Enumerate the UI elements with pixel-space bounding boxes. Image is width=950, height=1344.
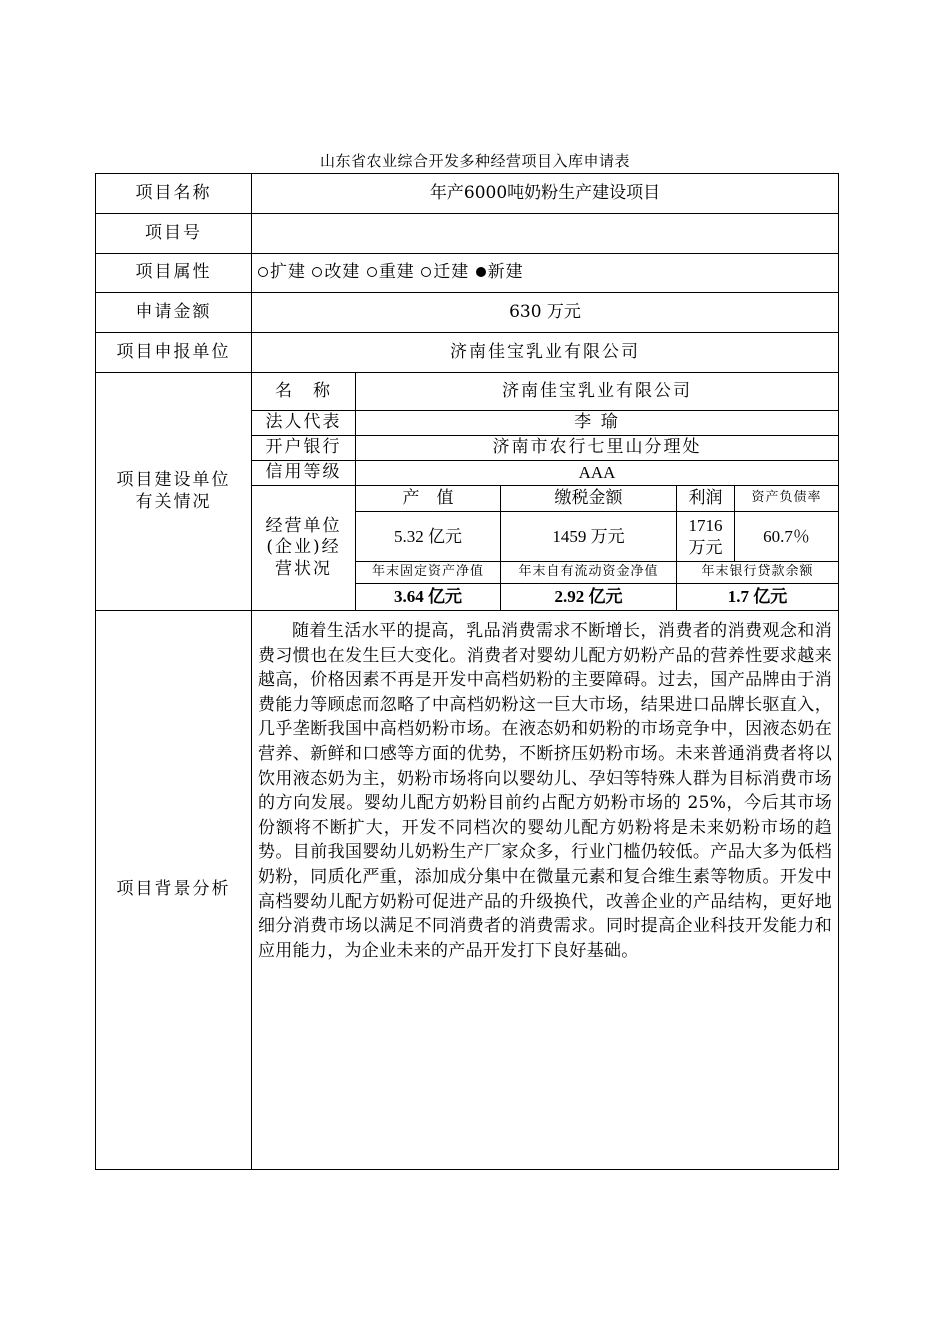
bank-label: 开户银行 <box>252 436 356 461</box>
project-name-value: 年产6000吨奶粉生产建设项目 <box>252 174 839 214</box>
attr-option-relocate[interactable]: 迁建 <box>421 262 469 282</box>
page-title: 山东省农业综合开发多种经营项目入库申请表 <box>319 152 630 170</box>
applicant-value: 济南佳宝乳业有限公司 <box>252 333 839 373</box>
header-tax: 缴税金额 <box>501 486 677 512</box>
attr-option-rebuild[interactable]: 改建 <box>312 262 360 282</box>
project-attr-label: 项目属性 <box>96 254 252 293</box>
legal-label: 法人代表 <box>252 411 356 436</box>
value-bank-loans: 1.7 亿元 <box>677 584 839 611</box>
header-profit: 利润 <box>677 486 735 512</box>
value-fixed-assets: 3.64 亿元 <box>356 584 501 611</box>
value-profit: 1716 万元 <box>677 512 735 562</box>
unit-section-label: 项目建设单位 有关情况 <box>96 373 252 611</box>
row-background <box>96 611 839 1170</box>
application-form-table <box>95 173 839 1170</box>
applicant-label: 项目申报单位 <box>96 333 252 373</box>
header-bank-loans: 年末银行贷款余额 <box>677 562 839 584</box>
row-project-no <box>96 214 839 254</box>
header-debt-ratio: 资产负债率 <box>735 486 839 512</box>
unit-name-value: 济南佳宝乳业有限公司 <box>356 373 839 411</box>
header-fixed-assets: 年末固定资产净值 <box>356 562 501 584</box>
value-current-funds: 2.92 亿元 <box>501 584 677 611</box>
row-applicant <box>96 333 839 373</box>
legal-value: 李 瑜 <box>356 411 839 436</box>
background-label: 项目背景分析 <box>96 611 252 1170</box>
radio-filled-icon <box>476 267 486 277</box>
project-no-value <box>252 214 839 254</box>
project-attr-options <box>252 254 839 293</box>
background-text-cell <box>252 611 839 1170</box>
radio-empty-icon <box>258 267 268 277</box>
attr-option-reconstruct[interactable]: 重建 <box>367 262 415 282</box>
radio-empty-icon <box>367 267 377 277</box>
row-project-attr <box>96 254 839 293</box>
value-output: 5.32 亿元 <box>356 512 501 562</box>
amount-value: 630 万元 <box>252 293 839 333</box>
row-amount <box>96 293 839 333</box>
project-name-label: 项目名称 <box>96 174 252 214</box>
background-paragraph: 随着生活水平的提高，乳品消费需求不断增长，消费者的消费观念和消费习惯也在发生巨大变化。消费者对婴幼儿配方奶粉产品的营养性要求越来越高，价格因素不再是开发中高档奶粉的主要障碍。过去，国产品牌由于消费能力等顾虑而忽略了中高档奶粉这一巨大市场，结果进口品牌长驱直入，几乎垄断我国中高档奶粉市场。在液态奶和奶粉的市场竞争中，因液态奶在营养、新鲜和口感等方面的优势，不断挤压奶粉市场。未来普通消费者将以饮用液态奶为主，奶粉市场将向以婴幼儿、孕妇等特殊人群为目标消费市场的方向发展。婴幼儿配方奶粉目前约占配方奶粉市场的 25%，今后其市场份额将不断扩大，开发不同档次的婴幼儿配方奶粉将是未来奶粉市场的趋势。目前我国婴幼儿奶粉生产厂家众多，行业门槛仍较低。产品大多为低档奶粉，同质化严重，添加成分集中在微量元素和复合维生素等物质。开发中高档婴幼儿配方奶粉可促进产品的升级换代，改善企业的产品结构，更好地细分消费市场以满足不同消费者的消费需求。同时提高企业科技开发能力和应用能力，为企业未来的产品开发打下良好基础。 <box>258 621 833 961</box>
value-tax: 1459 万元 <box>501 512 677 562</box>
header-current-funds: 年末自有流动资金净值 <box>501 562 677 584</box>
credit-label: 信用等级 <box>252 461 356 486</box>
attr-option-expand[interactable]: 扩建 <box>258 262 306 282</box>
row-unit-name <box>96 373 839 411</box>
bank-value: 济南市农行七里山分理处 <box>356 436 839 461</box>
attr-option-new[interactable]: 新建 <box>476 262 524 282</box>
header-output: 产 值 <box>356 486 501 512</box>
row-project-name <box>96 174 839 214</box>
value-debt-ratio: 60.7％ <box>735 512 839 562</box>
project-no-label: 项目号 <box>96 214 252 254</box>
amount-label: 申请金额 <box>96 293 252 333</box>
radio-empty-icon <box>421 267 431 277</box>
radio-empty-icon <box>312 267 322 277</box>
credit-value: AAA <box>356 461 839 486</box>
unit-name-label: 名 称 <box>252 373 356 411</box>
ops-label: 经营单位 (企业)经 营状况 <box>252 486 356 611</box>
